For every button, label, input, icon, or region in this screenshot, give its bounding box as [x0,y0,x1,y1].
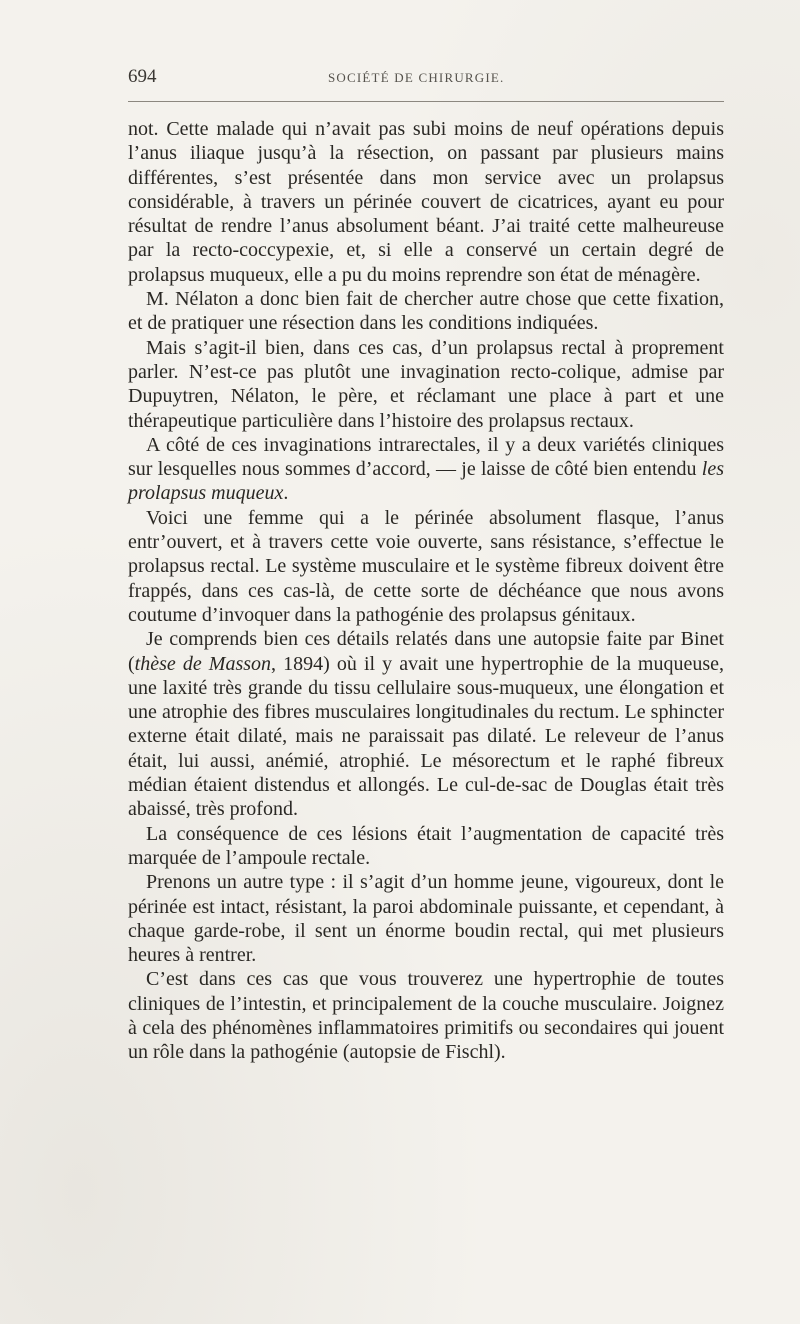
paragraph-2: M. Nélaton a donc bien fait de chercher autre chose que cette fixation, et de pratiquer une résection dans les conditions indiquées. [128,288,724,335]
paragraph-4-italic: les prolapsus muqueux [128,458,724,505]
page-number: 694 [128,66,157,87]
paragraph-1: not. Cette malade qui n’avait pas subi moins de neuf opérations depuis l’anus iliaque jusqu’à la résection, on passant par plusieurs mains différentes, s’est présentée dans mon service avec un prolapsus considérable, à travers un périnée couvert de cicatrices, ayant eu pour résultat de rendre l’anus absolument béant. J’ai traité cette malheureuse par la recto-coccypexie, et, si elle a conservé un certain degré de prolapsus muqueux, elle a pu du moins reprendre son état de ménagère. [128,118,724,286]
paragraph-3: Mais s’agit-il bien, dans ces cas, d’un prolapsus rectal à proprement parler. N’est-ce pas plutôt une invagination recto-colique, admise par Dupuytren, Nélaton, le père, et réclamant une place à part et une thérapeutique particulière dans l’histoire des prolapsus rectaux. [128,336,724,432]
paragraph-6-end: , 1894) où il y avait une hypertrophie de la muqueuse, une laxité très grande du tissu cellulaire sous-muqueux, une élongation et une atrophie des fibres musculaires longitudinales du rectum. Le sphincter externe était dilaté, mais ne paraissait pas dilaté. Le releveur de l’anus était, lui aussi, anémié, atrophié. Le mésorectum et le raphé fibreux médian étaient distendus et allongés. Le cul-de-sac de Douglas était très abaissé, très profond. [128,652,725,821]
paragraph-6-italic: thèse de Masson [134,652,272,675]
paragraph-9: C’est dans ces cas que vous trouverez une hypertrophie de toutes cliniques de l’intestin, et principalement de la couche musculaire. Joignez à cela des phénomènes inflammatoires primitifs ou secondaires qui jouent un rôle dans la pathogénie (autopsie de Fischl). [128,968,724,1064]
paragraph-4-end: . [283,482,289,505]
paragraph-8: Prenons un autre type : il s’agit d’un homme jeune, vigoureux, dont le périnée est intact, résistant, la paroi abdominale puissante, et cependant, à chaque garde-robe, il sent un énorme boudin rectal, qui met plusieurs heures à rentrer. [128,871,724,967]
paragraph-4 [128,433,724,506]
paragraph-6 [128,627,724,821]
running-head: SOCIÉTÉ DE CHIRURGIE. [328,70,505,85]
paragraph-6-text: Je comprends bien ces détails relatés dans une autopsie faite par Binet ( [128,628,724,675]
page-header [128,66,724,96]
body-text [128,117,724,1065]
paragraph-4-text: A côté de ces invaginations intrarectales, il y a deux variétés cliniques sur lesquelles nous sommes d’accord, — je laisse de côté bien entendu [128,433,724,481]
paragraph-7: La conséquence de ces lésions était l’augmentation de capacité très marquée de l’ampoule rectale. [128,822,724,869]
header-divider [128,101,724,102]
paragraph-5: Voici une femme qui a le périnée absolument flasque, l’anus entr’ouvert, et à travers cette voie ouverte, sans résistance, s’effectue le prolapsus rectal. Le système musculaire et le système fibreux doivent être frappés, dans ces cas-là, de cette sorte de déchéance que nous avons coutume d’invoquer dans la pathogénie des prolapsus génitaux. [128,506,724,626]
